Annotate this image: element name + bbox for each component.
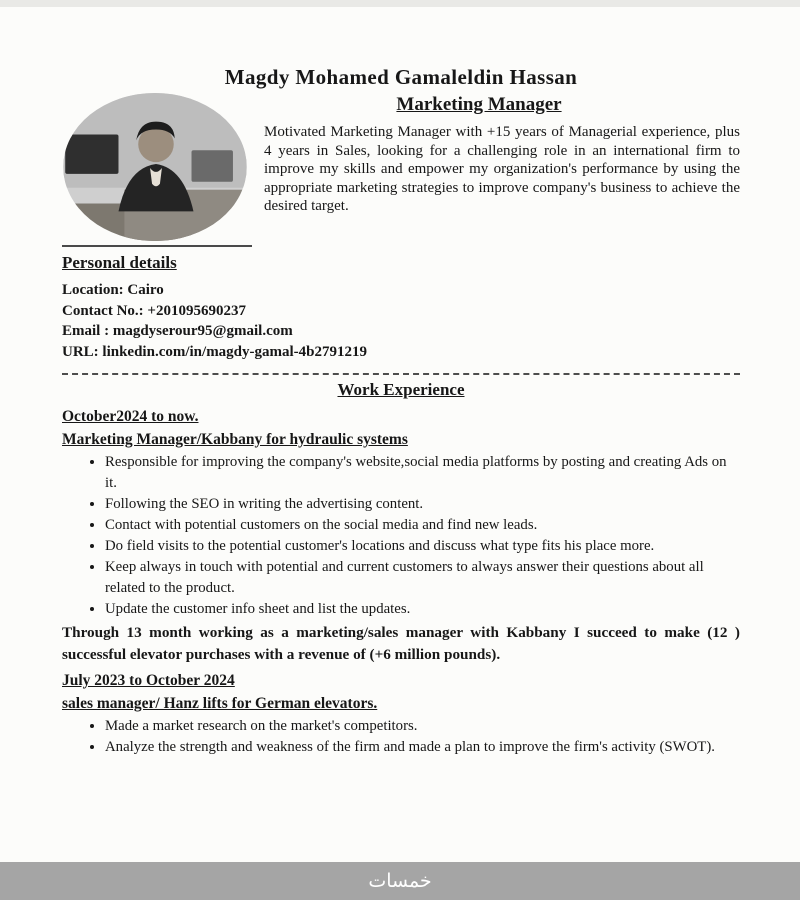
header-right-column [264,93,740,216]
detail-location: Location: Cairo [62,282,164,298]
photo-column [62,93,250,247]
detail-email: Email : magdyserour95@gmail.com [62,323,293,339]
profile-photo [62,93,250,241]
job-title: Marketing Manager [396,94,562,115]
job1-role: Marketing Manager/Kabbany for hydraulic systems [62,431,408,448]
job-entry-1 [62,408,740,665]
job1-period: October2024 to now. [62,408,199,425]
bullet-item: • Analyze the strength and weakness of the firm and made a plan to improve the firm's activity (SWOT). [105,737,740,758]
bullet-item: • Contact with potential customers on the social media and find new leads. [105,515,740,536]
header-section [62,93,740,247]
bullet-item: • Responsible for improving the company's website,social media platforms by posting and creating Ads on it. [105,452,740,494]
watermark-bar [0,862,800,900]
bullet-item: • Update the customer info sheet and list the updates. [105,599,740,620]
job-entry-2 [62,672,740,758]
bullet-item: • Do field visits to the potential customer's locations and discuss what type fits his place more. [105,536,740,557]
personal-details-heading: Personal details [62,253,177,272]
bullet-item: • Following the SEO in writing the advertising content. [105,494,740,515]
detail-url: URL: linkedin.com/in/magdy-gamal-4b2791219 [62,343,368,360]
job2-bullet-list [62,716,740,758]
photo-underline [62,245,252,247]
job2-role: sales manager/ Hanz lifts for German elevators. [62,695,378,712]
watermark-text: خمسات [368,870,432,892]
detail-contact: Contact No.: +201095690237 [62,302,246,319]
bullet-item: • Keep always in touch with potential and current customers to always answer their questions about all related to the product. [105,557,740,599]
job2-period: July 2023 to October 2024 [62,672,235,689]
work-experience-heading: Work Experience [337,380,465,399]
section-divider [62,373,740,375]
candidate-name: Magdy Mohamed Gamaleldin Hassan [224,65,578,89]
job1-bullet-list [62,452,740,620]
job1-achievement: Through 13 month working as a marketing/sales manager with Kabbany I succeed to make (12 ) successful elevator purchases with a revenue of (+6 million pounds). [62,624,740,663]
resume-content [0,7,800,758]
bullet-item: • Made a market research on the market's competitors. [105,716,740,737]
profile-summary: Motivated Marketing Manager with +15 years of Managerial experience, plus 4 years in Sales, looking for a challenging role in an international firm to improve my skills and empower my organization's performance by using the appropriate marketing strategies to improve company's business to achieve the desired target. [264,124,740,215]
